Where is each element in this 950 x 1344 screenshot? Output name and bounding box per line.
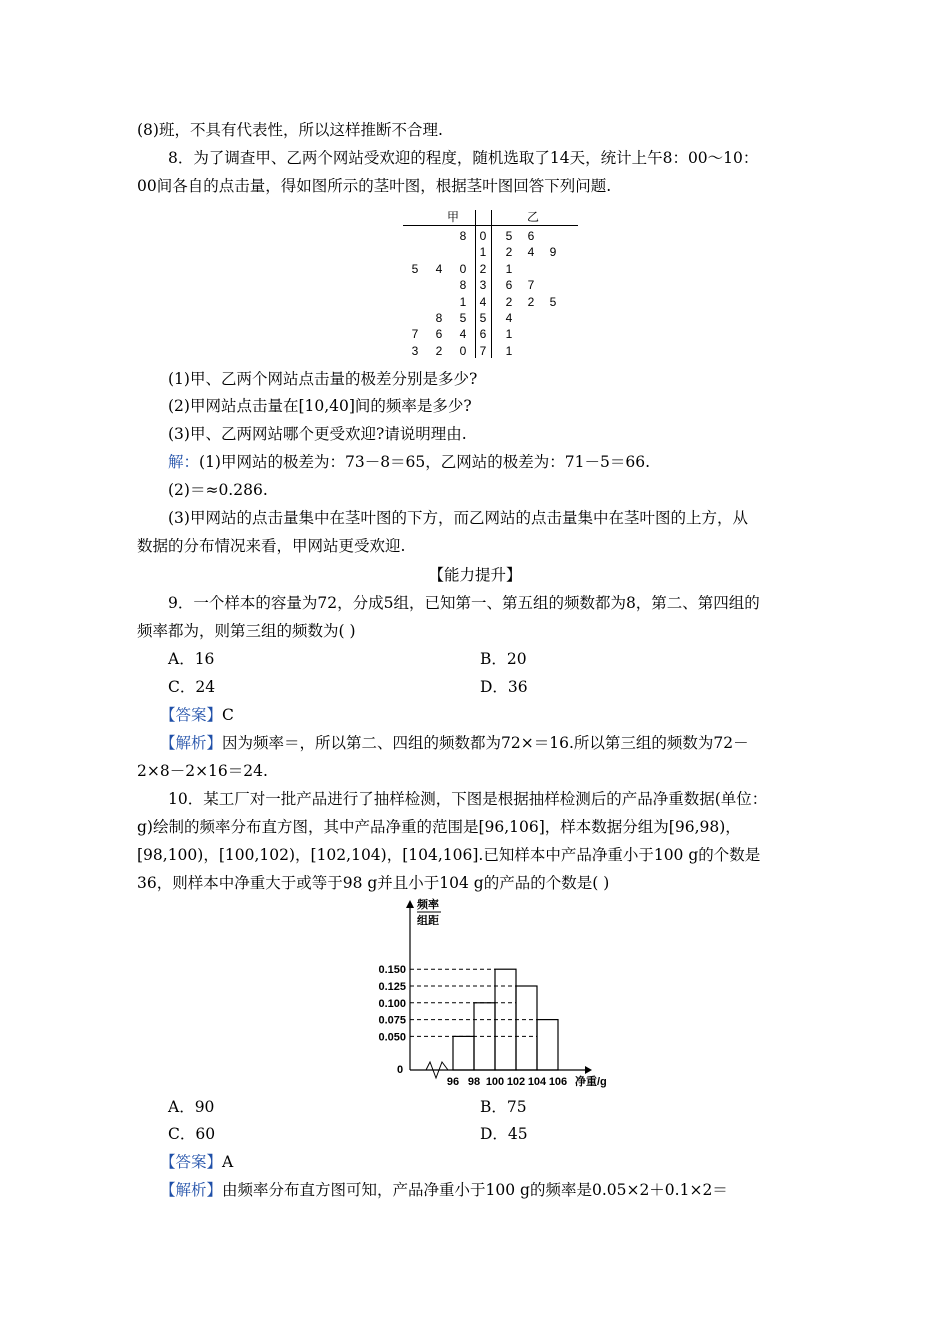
stem: 7 <box>479 343 487 358</box>
stem: 5 <box>479 311 487 325</box>
stem-divider <box>491 210 492 358</box>
y-tick-label: 0.050 <box>378 1031 406 1044</box>
right-leaf: 2 <box>527 294 535 309</box>
y-axis-label-numerator: 频率 <box>417 899 439 911</box>
explanation-text: 因为频率＝，所以第二、四组的频数都为72×＝16.所以第三组的频数为72－ <box>222 734 749 752</box>
right-header: 乙 <box>527 210 540 224</box>
question-8-line2: 00间各自的点击量，得如图所示的茎叶图，根据茎叶图回答下列问题. <box>137 177 612 195</box>
left-leaf: 1 <box>459 294 467 309</box>
right-leaf: 9 <box>549 245 557 260</box>
explanation-text: 由频率分布直方图可知，产品净重小于100 g的频率是0.05×2＋0.1×2＝ <box>222 1181 728 1199</box>
origin-label: 0 <box>396 1064 404 1076</box>
answer-value: C <box>222 706 234 724</box>
question-9-line2: 频率都为，则第三组的频数为( ) <box>137 622 356 640</box>
right-leaf: 4 <box>527 245 535 260</box>
left-leaf: 5 <box>459 311 467 325</box>
stem: 2 <box>479 261 487 276</box>
question-9-line1: 9．一个样本的容量为72，分成5组，已知第一、第五组的频数都为8，第二、第四组的 <box>168 594 760 612</box>
question-8-part3: (3)甲、乙两网站哪个更受欢迎?请说明理由. <box>168 425 467 443</box>
left-leaf: 0 <box>459 343 467 358</box>
text-line: (8)班，不具有代表性，所以这样推断不合理. <box>137 121 443 139</box>
left-leaf: 5 <box>411 261 419 276</box>
option-c: C．24 <box>168 678 216 696</box>
x-tick-label: 100 <box>485 1076 505 1088</box>
section-heading: 【能力提升】 <box>428 566 522 584</box>
left-leaf: 8 <box>435 311 443 325</box>
answer-value: A <box>222 1153 234 1171</box>
y-tick-label: 0.150 <box>378 964 406 977</box>
right-leaf: 7 <box>527 278 535 293</box>
answer-line <box>160 705 234 725</box>
histogram-chart <box>370 898 630 1090</box>
option-d: D．45 <box>480 1125 528 1143</box>
x-axis-label: 净重/g <box>575 1076 607 1088</box>
x-tick-label: 98 <box>467 1076 481 1088</box>
left-leaf: 2 <box>435 343 443 358</box>
left-leaf: 4 <box>435 261 443 276</box>
explanation-line1 <box>160 733 749 753</box>
stem: 0 <box>479 229 487 243</box>
solution-line2: (2)＝≈0.286. <box>168 481 268 499</box>
solution-line3: (3)甲网站的点击量集中在茎叶图的下方，而乙网站的点击量集中在茎叶图的上方，从 <box>168 509 748 527</box>
question-8-part2: (2)甲网站点击量在[10,40]间的频率是多少? <box>168 397 472 415</box>
explanation-line2: 2×8－2×16＝24. <box>137 762 268 780</box>
histogram-bar <box>516 986 537 1070</box>
x-tick-label: 96 <box>446 1076 460 1088</box>
option-b: B．20 <box>480 650 527 668</box>
left-header: 甲 <box>447 210 460 224</box>
left-leaf: 7 <box>411 327 419 342</box>
solution-label: 解： <box>168 453 200 471</box>
question-10-line1: 10．某工厂对一批产品进行了抽样检测，下图是根据抽样检测后的产品净重数据(单位： <box>168 790 768 808</box>
stem: 4 <box>479 294 487 309</box>
stem: 6 <box>479 327 487 342</box>
left-leaf: 4 <box>459 327 467 342</box>
y-tick-label: 0.075 <box>378 1014 406 1027</box>
x-tick-label: 102 <box>506 1076 526 1088</box>
stem: 1 <box>479 245 487 260</box>
right-leaf: 6 <box>527 229 535 243</box>
x-tick-label: 106 <box>548 1076 568 1088</box>
y-axis-arrow <box>406 900 414 908</box>
question-8-line1: 8．为了调查甲、乙两个网站受欢迎的程度，随机选取了14天，统计上午8：00～10： <box>168 149 759 167</box>
right-leaf: 1 <box>505 261 513 276</box>
option-c: C．60 <box>168 1125 216 1143</box>
answer-label: 【答案】 <box>160 1153 223 1171</box>
solution-line1 <box>168 452 650 472</box>
histogram-bar <box>537 1020 558 1070</box>
right-leaf: 5 <box>549 294 557 309</box>
question-10-line3: [98,100)，[100,102)，[102,104)，[104,106].已知样本中产品净重小于100 g的个数是 <box>137 846 761 864</box>
option-b: B．75 <box>480 1098 527 1116</box>
solution-line4: 数据的分布情况来看，甲网站更受欢迎. <box>137 537 406 555</box>
right-leaf: 6 <box>505 278 513 293</box>
stem-divider <box>475 210 476 358</box>
y-tick-label: 0.125 <box>378 981 406 993</box>
question-10-line4: 36，则样本中净重大于或等于98 g并且小于104 g的产品的个数是( ) <box>137 874 610 892</box>
x-tick-label: 104 <box>527 1076 547 1088</box>
right-leaf: 1 <box>505 327 513 342</box>
left-leaf: 8 <box>459 229 467 243</box>
histogram-bar <box>453 1036 474 1070</box>
y-axis-label-denominator: 组距 <box>417 915 439 927</box>
right-leaf: 1 <box>505 343 513 358</box>
left-leaf: 8 <box>459 278 467 293</box>
histogram-bar <box>495 969 516 1070</box>
solution-text: (1)甲网站的极差为：73－8＝65，乙网站的极差为：71－5＝66. <box>199 453 651 471</box>
left-leaf: 6 <box>435 327 443 342</box>
left-leaf: 0 <box>459 261 467 276</box>
option-a: A．90 <box>168 1098 215 1116</box>
explanation-line1 <box>160 1180 728 1200</box>
stem-leaf-plot <box>403 210 578 360</box>
stem: 3 <box>479 278 487 293</box>
option-d: D．36 <box>480 678 528 696</box>
option-a: A．16 <box>168 650 215 668</box>
x-axis-arrow <box>585 1066 592 1074</box>
right-leaf: 2 <box>505 294 513 309</box>
y-tick-label: 0.100 <box>378 997 406 1010</box>
answer-label: 【答案】 <box>160 706 223 724</box>
left-leaf: 3 <box>411 343 419 358</box>
right-leaf: 4 <box>505 311 513 325</box>
right-leaf: 5 <box>505 229 513 243</box>
answer-line <box>160 1152 233 1172</box>
question-10-line2: g)绘制的频率分布直方图，其中产品净重的范围是[96,106]，样本数据分组为[96,98)， <box>137 818 741 836</box>
explanation-label: 【解析】 <box>160 734 223 752</box>
histogram-bar <box>474 1003 495 1070</box>
right-leaf: 2 <box>505 245 513 260</box>
question-8-part1: (1)甲、乙两个网站点击量的极差分别是多少? <box>168 370 478 388</box>
explanation-label: 【解析】 <box>160 1181 223 1199</box>
